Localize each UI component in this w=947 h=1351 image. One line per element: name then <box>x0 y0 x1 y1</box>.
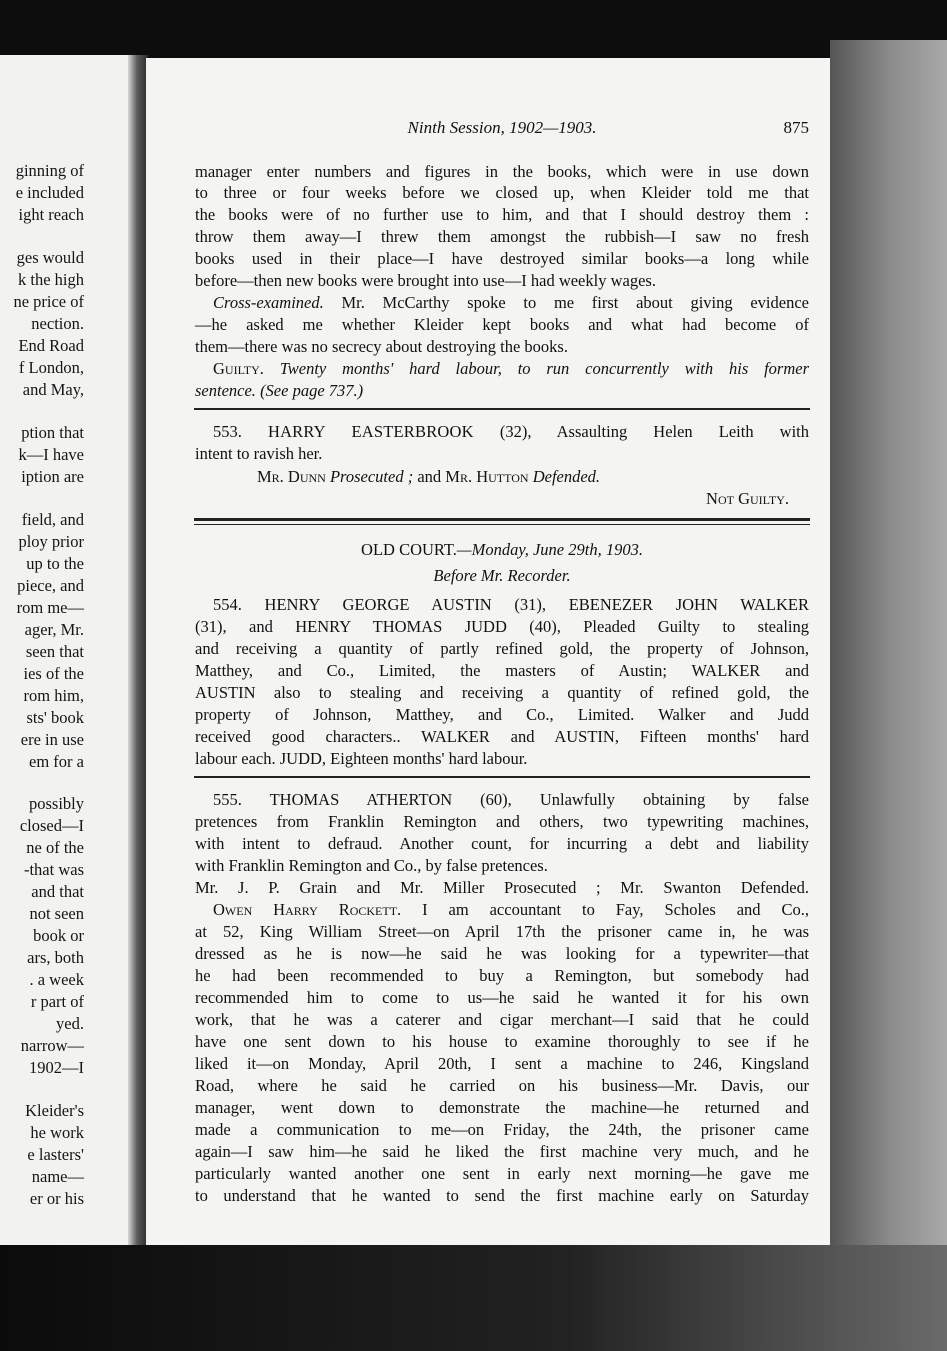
left-page-line: ere in use <box>20 730 84 749</box>
before-recorder: Before Mr. Recorder. <box>433 566 571 585</box>
left-page-line: closed—I <box>19 816 84 835</box>
left-page-line: piece, and <box>17 576 84 595</box>
left-page-line: ies of the <box>23 664 84 683</box>
text-line: the books were of no further use to him, and that I should destroy them : <box>195 205 809 224</box>
left-page-line: ploy prior <box>18 532 84 551</box>
text-line: books used in their place—I have destroyed similar books—a long while <box>195 249 809 268</box>
left-page-line: r part of <box>30 992 84 1011</box>
verdict-line <box>195 380 809 401</box>
left-page-line: er or his <box>29 1189 84 1208</box>
testimony-line: at 52, King William Street—on April 17th the prisoner came in, he was <box>195 922 809 941</box>
sentence-text: sentence. <box>195 381 256 400</box>
counsel-line <box>195 466 809 487</box>
left-page-line: ager, Mr. <box>24 620 84 639</box>
verdict-guilty: Guilty. <box>213 359 264 378</box>
testimony-line: manager, went down to demonstrate the machine—he returned and <box>195 1098 809 1117</box>
text-line: with intent to defraud. Another count, for incurring a debt and liability <box>195 834 809 853</box>
left-page-line: e included <box>15 183 84 202</box>
left-page-line: yed. <box>56 1014 84 1033</box>
left-page-line: nection. <box>31 314 84 333</box>
testimony-line: Road, where he said he carried on his business—Mr. Davis, our <box>195 1076 809 1095</box>
text-line: (31), and HENRY THOMAS JUDD (40), Pleaded Guilty to stealing <box>195 617 809 636</box>
left-page-line: narrow— <box>20 1036 84 1055</box>
witness-name: Owen Harry Rockett. <box>213 900 402 919</box>
testimony-line: to understand that he wanted to send the first machine early on Saturday <box>195 1186 809 1205</box>
counsel-line: Mr. J. P. Grain and Mr. Miller Prosecuted ; Mr. Swanton Defended. <box>195 878 809 897</box>
court-date-line <box>195 539 809 560</box>
testimony-line: have one sent down to his house to examine thoroughly to see if he <box>195 1032 809 1051</box>
sentence-text: Twenty months' hard labour, to run concurrently with his former <box>279 359 810 378</box>
left-page-line: ne price of <box>13 292 84 311</box>
see-page-ref: (See page 737.) <box>260 381 364 400</box>
case-heading <box>195 421 809 442</box>
text-line: with Franklin Remington and Co., by false pretences. <box>195 856 548 875</box>
left-page-line: rom him, <box>23 686 84 705</box>
left-page-line: field, and <box>21 510 84 529</box>
verdict-not-guilty: Not Guilty. <box>706 489 789 508</box>
left-page-line: ginning of <box>15 161 84 180</box>
defendant-name: HARRY EASTERBROOK <box>267 422 474 441</box>
left-page-line: k the high <box>18 270 84 289</box>
running-title: Ninth Session, 1902—1903. <box>407 118 597 137</box>
left-page-line: rom me— <box>16 598 84 617</box>
left-page-line: book or <box>33 926 84 945</box>
testimony-line: again—I saw him—he said he liked the first machine very much, and he <box>195 1142 809 1161</box>
left-page-line: possibly <box>28 794 84 813</box>
text-line: throw them away—I threw them amongst the rubbish—I saw no fresh <box>195 227 809 246</box>
cross-examined-text: Mr. McCarthy spoke to me first about giving evidence <box>323 293 809 312</box>
case-heading: 554. HENRY GEORGE AUSTIN (31), EBENEZER JOHN WALKER <box>213 595 809 614</box>
text-line: manager enter numbers and figures in the books, which were in use down <box>195 162 809 181</box>
text-line: them—there was no secrecy about destroying the books. <box>195 337 568 356</box>
left-page-line: and May, <box>22 380 84 399</box>
left-page-line: em for a <box>29 752 84 771</box>
left-page-line: ight reach <box>18 205 84 224</box>
testimony-line: recommended him to come to us—he said he wanted it for his own <box>195 988 809 1007</box>
left-page-line: not seen <box>29 904 84 923</box>
left-page-line: up to the <box>26 554 84 573</box>
running-header <box>195 118 809 140</box>
page-number: 875 <box>783 118 809 137</box>
text-line: intent to ravish her. <box>195 444 323 463</box>
left-page-line: seen that <box>25 642 84 661</box>
text-line: received good characters.. WALKER and AUSTIN, Fifteen months' hard <box>195 727 809 746</box>
testimony-line: work, that he was a caterer and cigar merchant—I said that he could <box>195 1010 809 1029</box>
text-line: labour each. JUDD, Eighteen months' hard labour. <box>195 749 528 768</box>
double-rule-bottom <box>194 524 810 525</box>
defended-label: Defended. <box>532 467 601 486</box>
testimony-line: dressed as he is now—he said he was looking for a typewriter—that <box>195 944 809 963</box>
left-page-line: ges would <box>16 248 84 267</box>
scan-bottom-edge <box>0 1245 947 1351</box>
scan-right-edge <box>830 40 947 1250</box>
testimony-text: I am accountant to Fay, Scholes and Co., <box>401 900 809 919</box>
left-page-line: 1902—I <box>29 1058 84 1077</box>
left-page-line: -that was <box>23 860 84 879</box>
verdict-line <box>195 358 809 379</box>
case-heading: 555. THOMAS ATHERTON (60), Unlawfully obtaining by false <box>213 790 809 809</box>
court-date: —Monday, June 29th, 1903. <box>456 540 643 559</box>
left-page-line: name— <box>31 1167 84 1186</box>
prosecution-counsel: Mr. Dunn <box>257 467 326 486</box>
section-rule <box>194 408 810 410</box>
left-page-line: he work <box>30 1123 84 1142</box>
text-line: property of Johnson, Matthey, and Co., Limited. Walker and Judd <box>195 705 809 724</box>
left-page-line: sts' book <box>26 708 84 727</box>
left-page-line: ption that <box>21 423 84 442</box>
and-word: and <box>417 467 442 486</box>
charge-text: (32), Assaulting Helen Leith with <box>499 422 809 441</box>
text-line <box>195 292 809 313</box>
text-line: to three or four weeks before we closed up, when Kleider told me that <box>195 183 809 202</box>
testimony-line: liked it—on Monday, April 20th, I sent a machine to 246, Kingsland <box>195 1054 809 1073</box>
book-gutter <box>128 55 148 1245</box>
left-page-line: and that <box>31 882 84 901</box>
left-page-line: Kleider's <box>25 1101 84 1120</box>
left-page-line: iption are <box>21 467 84 486</box>
text-line: AUSTIN also to stealing and receiving a quantity of refined gold, the <box>195 683 809 702</box>
double-rule-top <box>194 518 810 521</box>
left-page-line: . a week <box>29 970 84 989</box>
prosecuted-label: Prosecuted ; <box>329 467 414 486</box>
defence-counsel: Mr. Hutton <box>445 467 529 486</box>
section-rule <box>194 776 810 778</box>
testimony-line: made a communication to me—on Friday, the 24th, the prisoner came <box>195 1120 809 1139</box>
left-page-line: ne of the <box>26 838 84 857</box>
cross-examined-label: Cross-examined. <box>213 293 324 312</box>
court-name: OLD COURT. <box>361 540 457 559</box>
left-page <box>0 55 132 1245</box>
testimony-line: particularly wanted another one sent in early next morning—he gave me <box>195 1164 809 1183</box>
testimony-line: he had been recommended to buy a Remington, but somebody had <box>195 966 809 985</box>
verdict-line <box>195 488 809 509</box>
left-page-line: End Road <box>18 336 84 355</box>
text-line: pretences from Franklin Remington and others, two typewriting machines, <box>195 812 809 831</box>
left-page-line: f London, <box>18 358 84 377</box>
left-page-line: e lasters' <box>27 1145 84 1164</box>
text-line: and receiving a quantity of partly refined gold, the property of Johnson, <box>195 639 809 658</box>
text-line: Matthey, and Co., Limited, the masters of Austin; WALKER and <box>195 661 809 680</box>
case-number: 553. <box>213 422 242 441</box>
testimony-line <box>195 899 809 920</box>
left-page-line: k—I have <box>18 445 84 464</box>
text-line: —he asked me whether Kleider kept books and what had become of <box>195 315 809 334</box>
scan-top-edge <box>0 0 947 60</box>
left-page-line: ars, both <box>27 948 84 967</box>
text-line: before—then new books were brought into use—I had weekly wages. <box>195 271 656 290</box>
